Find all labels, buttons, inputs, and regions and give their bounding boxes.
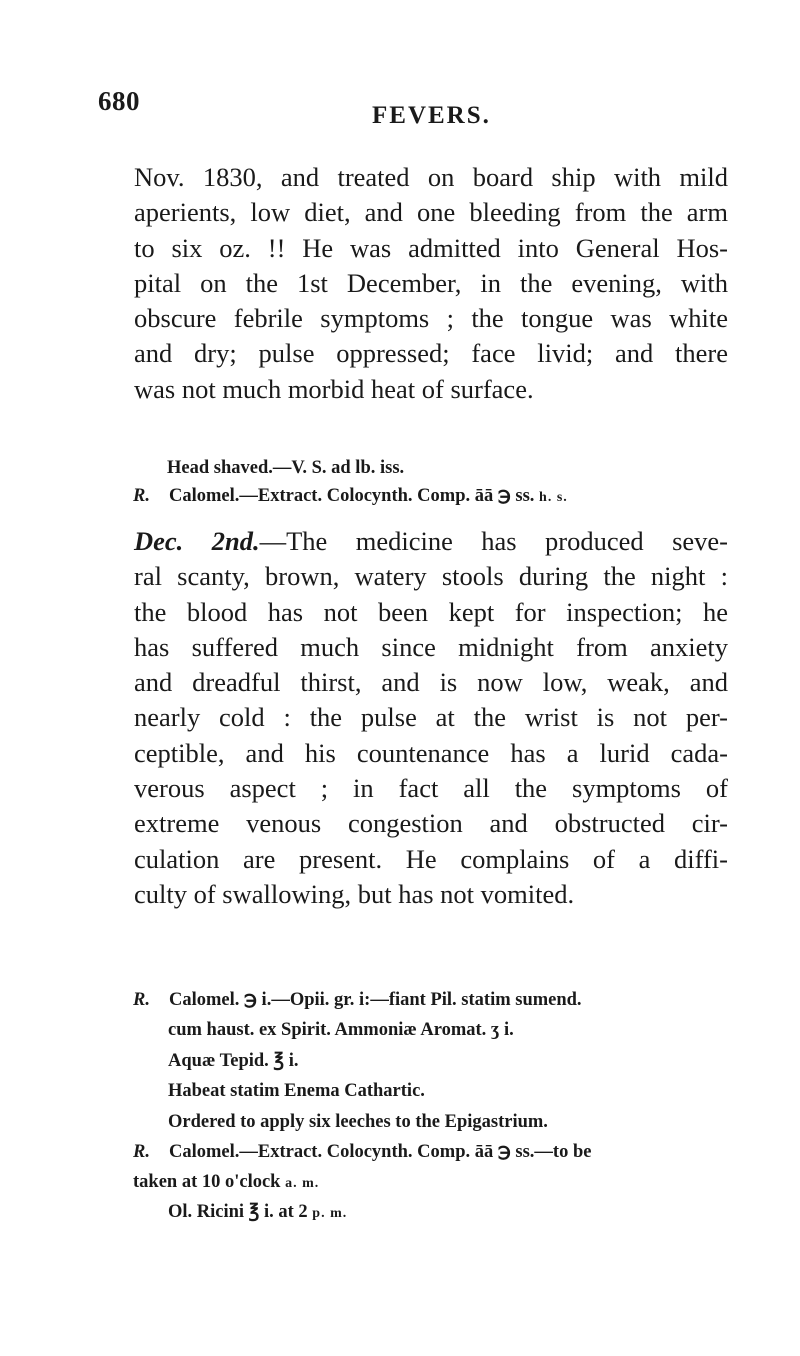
text-line: and dry; pulse oppressed; face livid; and there [134, 338, 728, 369]
prescription-time: p. m. [312, 1206, 348, 1221]
prescription-text: Calomel.—Extract. Colocynth. Comp. āā ℈ ss. [169, 486, 535, 506]
running-head: FEVERS. [372, 102, 491, 129]
text-line: Nov. 1830, and treated on board ship with mild [134, 162, 728, 192]
page-number: 680 [98, 86, 140, 116]
text-line: ceptible, and his countenance has a lurid cada- [134, 737, 728, 768]
text-line: aperients, low diet, and one bleeding from the arm [134, 197, 728, 228]
recipe-mark: R. [133, 1142, 150, 1162]
prescription-line: Ordered to apply six leeches to the Epigastrium. [168, 1112, 548, 1132]
text-line: the blood has not been kept for inspection; he [134, 596, 728, 627]
text-line: has suffered much since midnight from anxiety [134, 631, 728, 662]
recipe-mark: R. [133, 990, 150, 1010]
prescription-text: Calomel. ℈ i.—Opii. gr. i:—fiant Pil. statim sumend. [169, 990, 582, 1010]
text-line: ral scanty, brown, watery stools during the night : [134, 561, 728, 592]
prescription-line: cum haust. ex Spirit. Ammoniæ Aromat. ʒ i. [168, 1020, 514, 1040]
text-line: culty of swallowing, but has not vomited. [134, 878, 575, 909]
prescription-line [133, 1138, 591, 1167]
prescription-line [133, 482, 568, 512]
prescription-text: Calomel.—Extract. Colocynth. Comp. āā ℈ ss.—to be [169, 1142, 592, 1162]
text-line: obscure febrile symptoms ; the tongue was white [134, 303, 728, 334]
text-line-rest: —The medicine has produced seve- [259, 526, 728, 556]
text-line: and dreadful thirst, and is now low, weak, and [134, 667, 728, 698]
text-line: to six oz. !! He was admitted into General Hos- [134, 232, 728, 263]
prescription-line: Aquæ Tepid. ℥ i. [168, 1051, 299, 1071]
paragraph-dec-2nd [134, 524, 728, 912]
prescription-time: a. m. [285, 1176, 320, 1191]
text-line: extreme venous congestion and obstructed cir- [134, 808, 728, 839]
prescription-line [168, 1198, 347, 1228]
text-line: verous aspect ; in fact all the symptoms of [134, 773, 728, 804]
text-line: culation are present. He complains of a diffi- [134, 843, 728, 874]
prescription-line [133, 1168, 319, 1198]
prescription-text: Ol. Ricini ℥ i. at 2 [168, 1202, 308, 1222]
text-line [134, 524, 728, 559]
recipe-mark: R. [133, 486, 150, 506]
prescription-text: taken at 10 o'clock [133, 1172, 281, 1192]
text-line: pital on the 1st December, in the evening, with [134, 267, 728, 298]
entry-date: Dec. 2nd. [134, 526, 260, 556]
prescription-line: Habeat statim Enema Cathartic. [168, 1081, 425, 1101]
paragraph-nov-1830 [134, 160, 728, 407]
text-line: nearly cold : the pulse at the wrist is not per- [134, 702, 728, 733]
prescription-time: h. s. [539, 490, 568, 505]
page-header [0, 86, 800, 134]
text-line: was not much morbid heat of surface. [134, 373, 534, 404]
prescription-line [133, 986, 582, 1015]
prescription-line: Head shaved.—V. S. ad lb. iss. [167, 458, 405, 478]
